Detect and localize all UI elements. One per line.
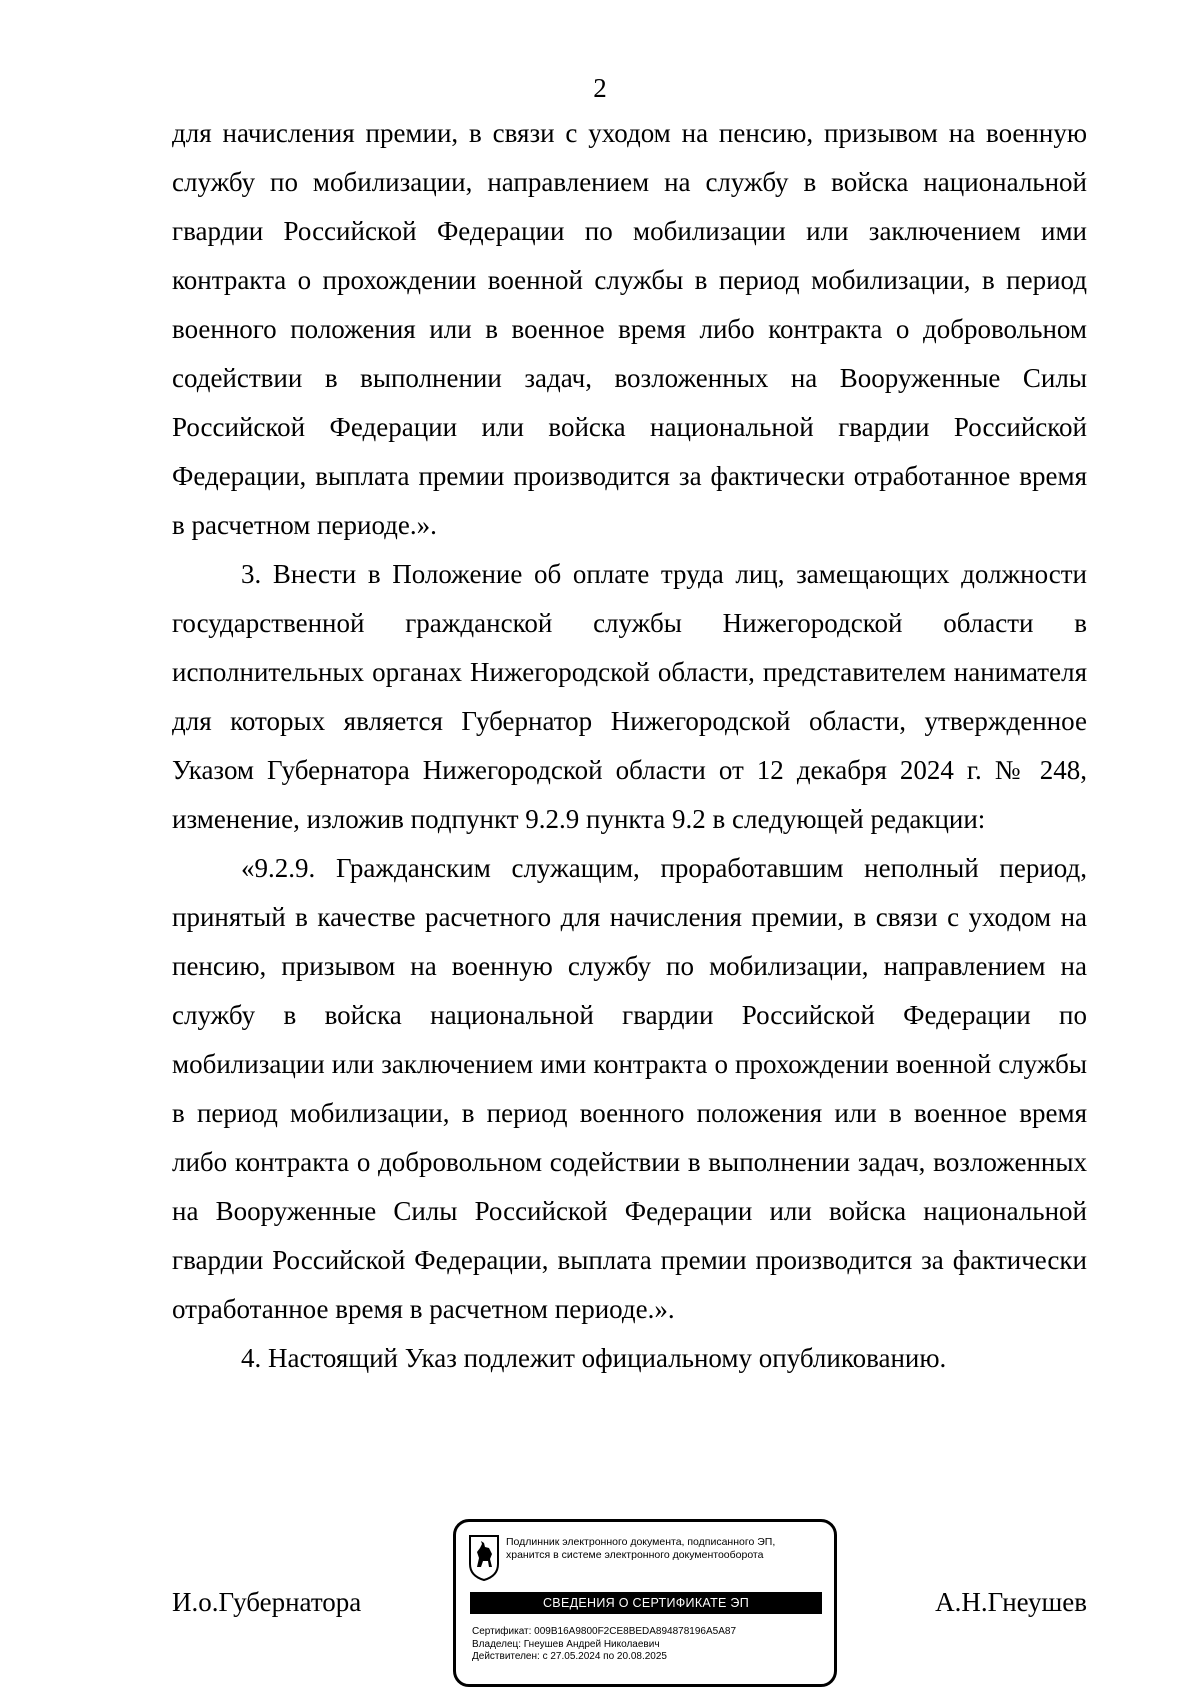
paragraph-quoted-9-2-9: «9.2.9. Гражданским служащим, проработавшим неполный период, принятый в качестве расчетного для начисления премии, в связи с уходом на пенсию, призывом на военную службу по мобилизации, направлением на службу в войска национальной гвардии Российской Федерации по мобилизации или заключением ими контракта о прохождении военной службы в период мобилизации, в период военного положения или в военное время либо контракта о добровольном содействии в выполнении задач, возложенных на Вооруженные Силы Российской Федерации или войска национальной гвардии Российской Федерации, выплата премии производится за фактически отработанное время в расчетном периоде.». [172, 853, 1087, 1324]
document-body [172, 109, 1087, 1383]
certificate-validity: Действителен: с 27.05.2024 по 20.08.2025 [472, 1651, 667, 1662]
stamp-header-line: Подлинник электронного документа, подписанного ЭП, [506, 1536, 776, 1548]
signatory-name: А.Н.Гнеушев [935, 1587, 1087, 1617]
paragraph-item-3: 3. Внести в Положение об оплате труда лиц, замещающих должности государственной гражданской службы Нижегородской области в исполнительных органах Нижегородской области, представителем нанимателя для которых является Губернатор Нижегородской области, утвержденное Указом Губернатора Нижегородской области от 12 декабря 2024 г. № 248, изменение, изложив подпункт 9.2.9 пункта 9.2 в следующей редакции: [172, 559, 1087, 834]
certificate-number: Сертификат: 009B16A9800F2CE8BEDA894878196A5A87 [472, 1626, 737, 1637]
stamp-title: СВЕДЕНИЯ О СЕРТИФИКАТЕ ЭП [470, 1592, 822, 1614]
coat-of-arms-icon [468, 1534, 500, 1582]
paragraph-continuation: для начисления премии, в связи с уходом на пенсию, призывом на военную службу по мобилизации, направлением на службу в войска национальной гвардии Российской Федерации по мобилизации или заключением ими контракта о прохождении военной службы в период мобилизации, в период военного положения или в военное время либо контракта о добровольном содействии в выполнении задач, возложенных на Вооруженные Силы Российской Федерации или войска национальной гвардии Российской Федерации, выплата премии производится за фактически отработанное время в расчетном периоде.». [172, 118, 1087, 540]
page-number: 2 [593, 73, 607, 103]
paragraph-item-4: 4. Настоящий Указ подлежит официальному опубликованию. [241, 1343, 947, 1373]
signatory-position: И.о.Губернатора [172, 1587, 362, 1617]
electronic-signature-stamp [453, 1519, 837, 1687]
stamp-certificate-info [472, 1626, 822, 1664]
stamp-header [506, 1536, 828, 1562]
certificate-owner: Владелец: Гнеушев Андрей Николаевич [472, 1638, 660, 1650]
stamp-header-line: хранится в системе электронного документооборота [506, 1549, 764, 1561]
